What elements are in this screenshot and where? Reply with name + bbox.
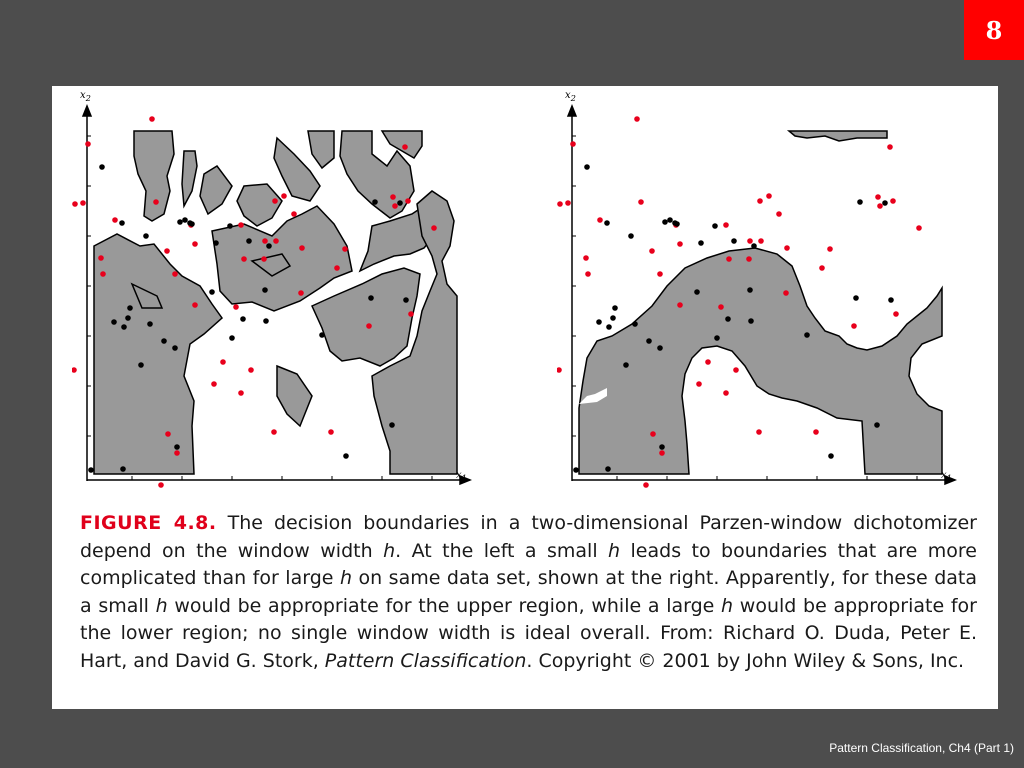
decision-region — [579, 248, 942, 474]
black-sample-point — [147, 321, 153, 327]
red-sample-point — [408, 311, 414, 317]
black-sample-point — [725, 316, 731, 322]
red-sample-point — [783, 290, 789, 296]
black-sample-point — [659, 444, 665, 450]
red-sample-point — [726, 256, 732, 262]
black-sample-point — [403, 297, 409, 303]
black-sample-point — [804, 332, 810, 338]
black-sample-point — [612, 305, 618, 311]
red-sample-point — [643, 482, 649, 488]
red-sample-point — [718, 304, 724, 310]
red-sample-point — [392, 203, 398, 209]
black-sample-point — [372, 199, 378, 205]
black-sample-point — [397, 200, 403, 206]
red-sample-point — [597, 217, 603, 223]
black-sample-point — [368, 295, 374, 301]
black-sample-point — [99, 164, 105, 170]
red-sample-point — [248, 367, 254, 373]
red-sample-point — [112, 217, 118, 223]
red-sample-point — [827, 246, 833, 252]
black-sample-point — [138, 362, 144, 368]
red-sample-point — [241, 256, 247, 262]
decision-region — [308, 131, 334, 168]
red-sample-point — [819, 265, 825, 271]
red-sample-point — [746, 256, 752, 262]
red-sample-point — [281, 193, 287, 199]
red-sample-point — [172, 271, 178, 277]
black-sample-point — [119, 220, 125, 226]
red-sample-point — [733, 367, 739, 373]
black-sample-point — [88, 467, 94, 473]
red-sample-point — [657, 271, 663, 277]
black-sample-point — [748, 318, 754, 324]
black-sample-point — [262, 287, 268, 293]
red-sample-point — [583, 255, 589, 261]
red-sample-point — [565, 200, 571, 206]
black-sample-point — [857, 199, 863, 205]
black-sample-point — [751, 243, 757, 249]
red-sample-point — [557, 201, 563, 207]
black-sample-point — [121, 324, 127, 330]
red-sample-point — [98, 255, 104, 261]
red-sample-point — [916, 225, 922, 231]
decision-region — [789, 131, 887, 141]
black-sample-point — [573, 467, 579, 473]
black-sample-point — [747, 287, 753, 293]
decision-regions — [94, 131, 457, 474]
black-sample-point — [111, 319, 117, 325]
black-sample-point — [605, 466, 611, 472]
plot-small-h-canvas — [72, 96, 472, 491]
black-sample-point — [189, 221, 195, 227]
black-sample-point — [632, 321, 638, 327]
black-sample-point — [606, 324, 612, 330]
black-sample-point — [646, 338, 652, 344]
figure-label: FIGURE 4.8. — [80, 512, 217, 534]
black-sample-point — [266, 243, 272, 249]
decision-region — [237, 184, 282, 226]
black-sample-point — [319, 332, 325, 338]
red-sample-point — [723, 390, 729, 396]
red-sample-point — [220, 359, 226, 365]
red-sample-point — [165, 431, 171, 437]
red-sample-point — [174, 450, 180, 456]
red-sample-point — [334, 265, 340, 271]
black-sample-point — [657, 345, 663, 351]
black-sample-point — [596, 319, 602, 325]
red-sample-point — [677, 241, 683, 247]
red-sample-point — [585, 271, 591, 277]
black-sample-point — [209, 289, 215, 295]
black-sample-point — [714, 335, 720, 341]
decision-region — [94, 234, 222, 474]
red-sample-point — [431, 225, 437, 231]
black-sample-point — [667, 217, 673, 223]
red-sample-point — [158, 482, 164, 488]
decision-region — [277, 366, 312, 426]
red-sample-point — [238, 390, 244, 396]
red-sample-point — [80, 200, 86, 206]
decision-region — [200, 166, 232, 214]
black-sample-point — [246, 238, 252, 244]
plot-small-h — [72, 90, 472, 491]
red-sample-point — [149, 116, 155, 122]
red-sample-point — [164, 248, 170, 254]
red-sample-point — [272, 198, 278, 204]
red-sample-point — [291, 211, 297, 217]
red-sample-point — [649, 248, 655, 254]
black-sample-point — [143, 233, 149, 239]
black-sample-point — [161, 338, 167, 344]
red-sample-point — [877, 203, 883, 209]
black-sample-point — [120, 466, 126, 472]
y-axis-arrow — [568, 106, 576, 116]
black-sample-point — [674, 221, 680, 227]
black-sample-point — [853, 295, 859, 301]
black-sample-point — [172, 345, 178, 351]
red-sample-point — [211, 381, 217, 387]
red-sample-point — [342, 246, 348, 252]
red-sample-point — [756, 429, 762, 435]
red-sample-point — [696, 381, 702, 387]
red-sample-point — [705, 359, 711, 365]
red-sample-point — [659, 450, 665, 456]
red-sample-point — [638, 199, 644, 205]
black-sample-point — [240, 316, 246, 322]
red-sample-point — [890, 198, 896, 204]
black-sample-point — [125, 315, 131, 321]
red-sample-point — [366, 323, 372, 329]
black-sample-point — [662, 219, 668, 225]
black-sample-point — [389, 422, 395, 428]
black-sample-point — [227, 223, 233, 229]
red-sample-point — [893, 311, 899, 317]
red-sample-point — [402, 144, 408, 150]
y-axis-arrow — [83, 106, 91, 116]
y-axis-label: $x_2$ — [565, 90, 576, 103]
red-sample-point — [238, 222, 244, 228]
decision-region — [382, 131, 422, 158]
plot-large-h-canvas — [557, 96, 957, 491]
figure-panel — [52, 86, 998, 709]
red-sample-point — [677, 302, 683, 308]
black-sample-point — [882, 200, 888, 206]
red-sample-point — [192, 241, 198, 247]
red-sample-point — [776, 211, 782, 217]
plot-large-h — [557, 90, 957, 491]
black-sample-point — [177, 219, 183, 225]
black-sample-point — [604, 220, 610, 226]
red-sample-point — [758, 238, 764, 244]
red-sample-point — [100, 271, 106, 277]
black-sample-point — [694, 289, 700, 295]
red-sample-point — [233, 304, 239, 310]
black-sample-point — [174, 444, 180, 450]
black-sample-point — [628, 233, 634, 239]
red-sample-point — [723, 222, 729, 228]
decision-region — [134, 131, 174, 221]
figure-caption: FIGURE 4.8. The decision boundaries in a two-dimensional Parzen-window dichotomizer depend on the window width h. At the left a small h leads to boundaries that are more complicated than for large h on same data set, shown at the right. Apparently, for these data a small h would be appropriate for the upper region, while a large h would be appropriate for the lower region; no single window width is ideal overall. From: Richard O. Duda, Peter E. Hart, and David G. Stork, Pattern Classification. Copyright © 2001 by John Wiley & Sons, Inc. — [80, 512, 977, 672]
slide-number-badge: 8 — [964, 0, 1024, 60]
black-sample-point — [731, 238, 737, 244]
black-sample-point — [584, 164, 590, 170]
red-sample-point — [192, 302, 198, 308]
red-sample-point — [261, 256, 267, 262]
red-sample-point — [747, 238, 753, 244]
red-sample-point — [405, 198, 411, 204]
red-sample-point — [298, 290, 304, 296]
red-sample-point — [784, 245, 790, 251]
red-sample-point — [153, 199, 159, 205]
black-sample-point — [343, 453, 349, 459]
red-sample-point — [851, 323, 857, 329]
decision-region — [212, 206, 352, 311]
red-sample-point — [72, 201, 78, 207]
red-sample-point — [875, 194, 881, 200]
black-sample-point — [888, 297, 894, 303]
red-sample-point — [650, 431, 656, 437]
red-sample-point — [813, 429, 819, 435]
red-sample-point — [299, 245, 305, 251]
black-sample-point — [127, 305, 133, 311]
red-sample-point — [273, 238, 279, 244]
black-sample-point — [213, 240, 219, 246]
black-sample-point — [712, 223, 718, 229]
black-sample-point — [182, 217, 188, 223]
red-sample-point — [271, 429, 277, 435]
red-sample-point — [262, 238, 268, 244]
x-axis-label: $x_1$ — [941, 470, 952, 483]
black-sample-point — [229, 335, 235, 341]
red-sample-point — [766, 193, 772, 199]
black-sample-point — [698, 240, 704, 246]
footer-text: Pattern Classification, Ch4 (Part 1) — [829, 741, 1014, 755]
book-title: Pattern Classification — [324, 649, 527, 672]
y-axis-label: $x_2$ — [80, 90, 91, 103]
decision-region — [182, 151, 197, 206]
red-sample-point — [887, 144, 893, 150]
x-axis-label: $x_1$ — [456, 470, 467, 483]
red-sample-point — [757, 198, 763, 204]
red-sample-point — [72, 367, 77, 373]
red-sample-point — [557, 367, 562, 373]
black-sample-point — [874, 422, 880, 428]
black-sample-point — [263, 318, 269, 324]
red-sample-point — [85, 141, 91, 147]
red-sample-point — [570, 141, 576, 147]
black-sample-point — [610, 315, 616, 321]
red-sample-point — [390, 194, 396, 200]
red-sample-point — [634, 116, 640, 122]
red-sample-point — [328, 429, 334, 435]
decision-regions — [579, 131, 942, 474]
black-sample-point — [623, 362, 629, 368]
black-sample-point — [828, 453, 834, 459]
